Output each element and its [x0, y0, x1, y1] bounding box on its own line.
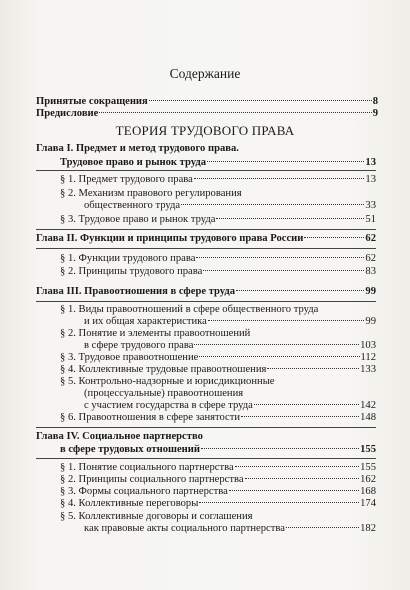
- dot-leader: [207, 161, 364, 162]
- chapter-2-rule-top: [36, 229, 376, 230]
- toc-item-2-1[interactable]: [60, 253, 376, 265]
- dot-leader: [196, 257, 364, 258]
- dot-leader: [286, 527, 359, 528]
- toc-item-page: 83: [365, 266, 376, 277]
- toc-item-title-line2: в сфере трудового права: [84, 340, 194, 351]
- dot-leader: [194, 344, 359, 345]
- toc-item-page: 33: [365, 200, 376, 211]
- toc-item-title: § 3. Трудовое правоотношение: [60, 352, 199, 363]
- toc-item-3-5[interactable]: [84, 400, 376, 412]
- toc-item-3-6[interactable]: [60, 412, 376, 424]
- toc-item-3-5-line1b: (процессуальные) правоотношения: [84, 388, 244, 399]
- dot-leader: [304, 237, 364, 238]
- chapter-1-entry[interactable]: [60, 157, 376, 169]
- toc-item-page: 155: [360, 462, 376, 473]
- chapter-2-rule: [36, 248, 376, 249]
- toc-item-page: 162: [360, 474, 376, 485]
- dot-leader: [254, 404, 359, 405]
- chapter-4-rule: [36, 458, 376, 459]
- chapter-2-entry[interactable]: [36, 233, 376, 245]
- toc-item-title: § 4. Коллективные переговоры: [60, 498, 199, 509]
- toc-item-title-line2: и их общая характеристика: [84, 316, 207, 327]
- toc-item-page: 148: [360, 412, 376, 423]
- toc-item-1-1[interactable]: [60, 174, 376, 186]
- toc-item-4-3[interactable]: [60, 486, 376, 498]
- toc-item-2-2[interactable]: [60, 266, 376, 278]
- toc-item-title-line2: общественного труда: [84, 200, 181, 211]
- dot-leader: [194, 178, 365, 179]
- toc-item-3-2-line1[interactable]: § 2. Понятие и элементы правоотношений: [60, 328, 251, 339]
- chapter-4-rule-top: [36, 427, 376, 428]
- toc-entry-preface[interactable]: [36, 108, 378, 120]
- toc-item-4-1[interactable]: [60, 462, 376, 474]
- toc-item-page: 99: [365, 316, 376, 327]
- toc-item-title: § 2. Принципы социального партнерства: [60, 474, 244, 485]
- dot-leader: [203, 270, 364, 271]
- toc-item-3-3[interactable]: [60, 352, 376, 364]
- dot-leader: [199, 502, 359, 503]
- toc-item-page: 51: [365, 214, 376, 225]
- chapter-title-line2: в сфере трудовых отношений: [60, 444, 200, 455]
- toc-item-page: 174: [360, 498, 376, 509]
- toc-item-page: 182: [360, 523, 376, 534]
- toc-entry-page: 9: [372, 108, 378, 119]
- toc-item-page: 133: [360, 364, 376, 375]
- toc-item-page: 103: [360, 340, 376, 351]
- toc-item-title-line2: как правовые акты социального партнерства: [84, 523, 285, 534]
- toc-item-title: § 6. Правоотношения в сфере занятости: [60, 412, 241, 423]
- chapter-title: Глава II. Функции и принципы трудового права России: [36, 233, 304, 244]
- toc-item-page: 112: [360, 352, 376, 363]
- dot-leader: [236, 290, 364, 291]
- toc-item-title-line2: с участием государства в сфере труда: [84, 400, 253, 411]
- chapter-3-entry[interactable]: [36, 286, 376, 298]
- dot-leader: [245, 478, 360, 479]
- toc-item-4-5-line1[interactable]: § 5. Коллективные договоры и соглашения: [60, 511, 253, 522]
- dot-leader: [267, 368, 359, 369]
- toc-item-title: § 1. Понятие социального партнерства: [60, 462, 234, 473]
- chapter-title: Глава III. Правоотношения в сфере труда: [36, 286, 236, 297]
- toc-item-page: 62: [365, 253, 376, 264]
- toc-entry-title: Предисловие: [36, 108, 99, 119]
- contents-heading: Содержание: [169, 66, 241, 81]
- dot-leader: [241, 416, 359, 417]
- toc-item-title: § 3. Трудовое право и рынок труда: [60, 214, 216, 225]
- dot-leader: [199, 356, 359, 357]
- dot-leader: [181, 204, 364, 205]
- chapter-4-entry[interactable]: [60, 444, 376, 456]
- toc-item-4-4[interactable]: [60, 498, 376, 510]
- chapter-1-rule: [36, 170, 376, 171]
- section-title: ТЕОРИЯ ТРУДОВОГО ПРАВА: [115, 123, 295, 138]
- toc-item-title: § 3. Формы социального партнерства: [60, 486, 228, 497]
- chapter-page: 99: [365, 286, 376, 297]
- toc-item-3-2[interactable]: [84, 340, 376, 352]
- chapter-3-rule: [36, 301, 376, 302]
- toc-item-page: 142: [360, 400, 376, 411]
- dot-leader: [99, 112, 371, 113]
- chapter-title-line2: Трудовое право и рынок труда: [60, 157, 207, 168]
- dot-leader: [229, 490, 359, 491]
- dot-leader: [235, 466, 359, 467]
- toc-item-title: § 4. Коллективные трудовые правоотношения: [60, 364, 267, 375]
- toc-item-3-1[interactable]: [84, 316, 376, 328]
- toc-entry-title: Принятые сокращения: [36, 96, 148, 107]
- toc-item-1-3[interactable]: [60, 214, 376, 226]
- toc-item-4-2[interactable]: [60, 474, 376, 486]
- toc-item-title: § 1. Функции трудового права: [60, 253, 196, 264]
- toc-item-title: § 1. Предмет трудового права: [60, 174, 193, 185]
- toc-item-1-2-line1[interactable]: § 2. Механизм правового регулирования: [60, 188, 242, 199]
- dot-leader: [216, 218, 364, 219]
- chapter-page: 13: [365, 157, 376, 168]
- toc-item-3-4[interactable]: [60, 364, 376, 376]
- toc-item-3-5-line1[interactable]: § 5. Контрольно-надзорные и юрисдикционные: [60, 376, 275, 387]
- toc-item-3-1-line1[interactable]: § 1. Виды правоотношений в сфере общественного труда: [60, 304, 319, 315]
- toc-item-page: 13: [365, 174, 376, 185]
- dot-leader: [149, 100, 372, 101]
- toc-item-title: § 2. Принципы трудового права: [60, 266, 203, 277]
- toc-item-4-5[interactable]: [84, 523, 376, 535]
- toc-entry-abbreviations[interactable]: [36, 96, 378, 108]
- chapter-page: 62: [365, 233, 376, 244]
- chapter-page: 155: [360, 444, 376, 455]
- dot-leader: [201, 448, 359, 449]
- chapter-4-title-line1[interactable]: Глава IV. Социальное партнерство: [36, 431, 203, 442]
- toc-item-page: 168: [360, 486, 376, 497]
- chapter-1-title-line1[interactable]: Глава I. Предмет и метод трудового права.: [36, 143, 239, 154]
- toc-entry-page: 8: [372, 96, 378, 107]
- toc-item-1-2[interactable]: [84, 200, 376, 212]
- dot-leader: [208, 320, 365, 321]
